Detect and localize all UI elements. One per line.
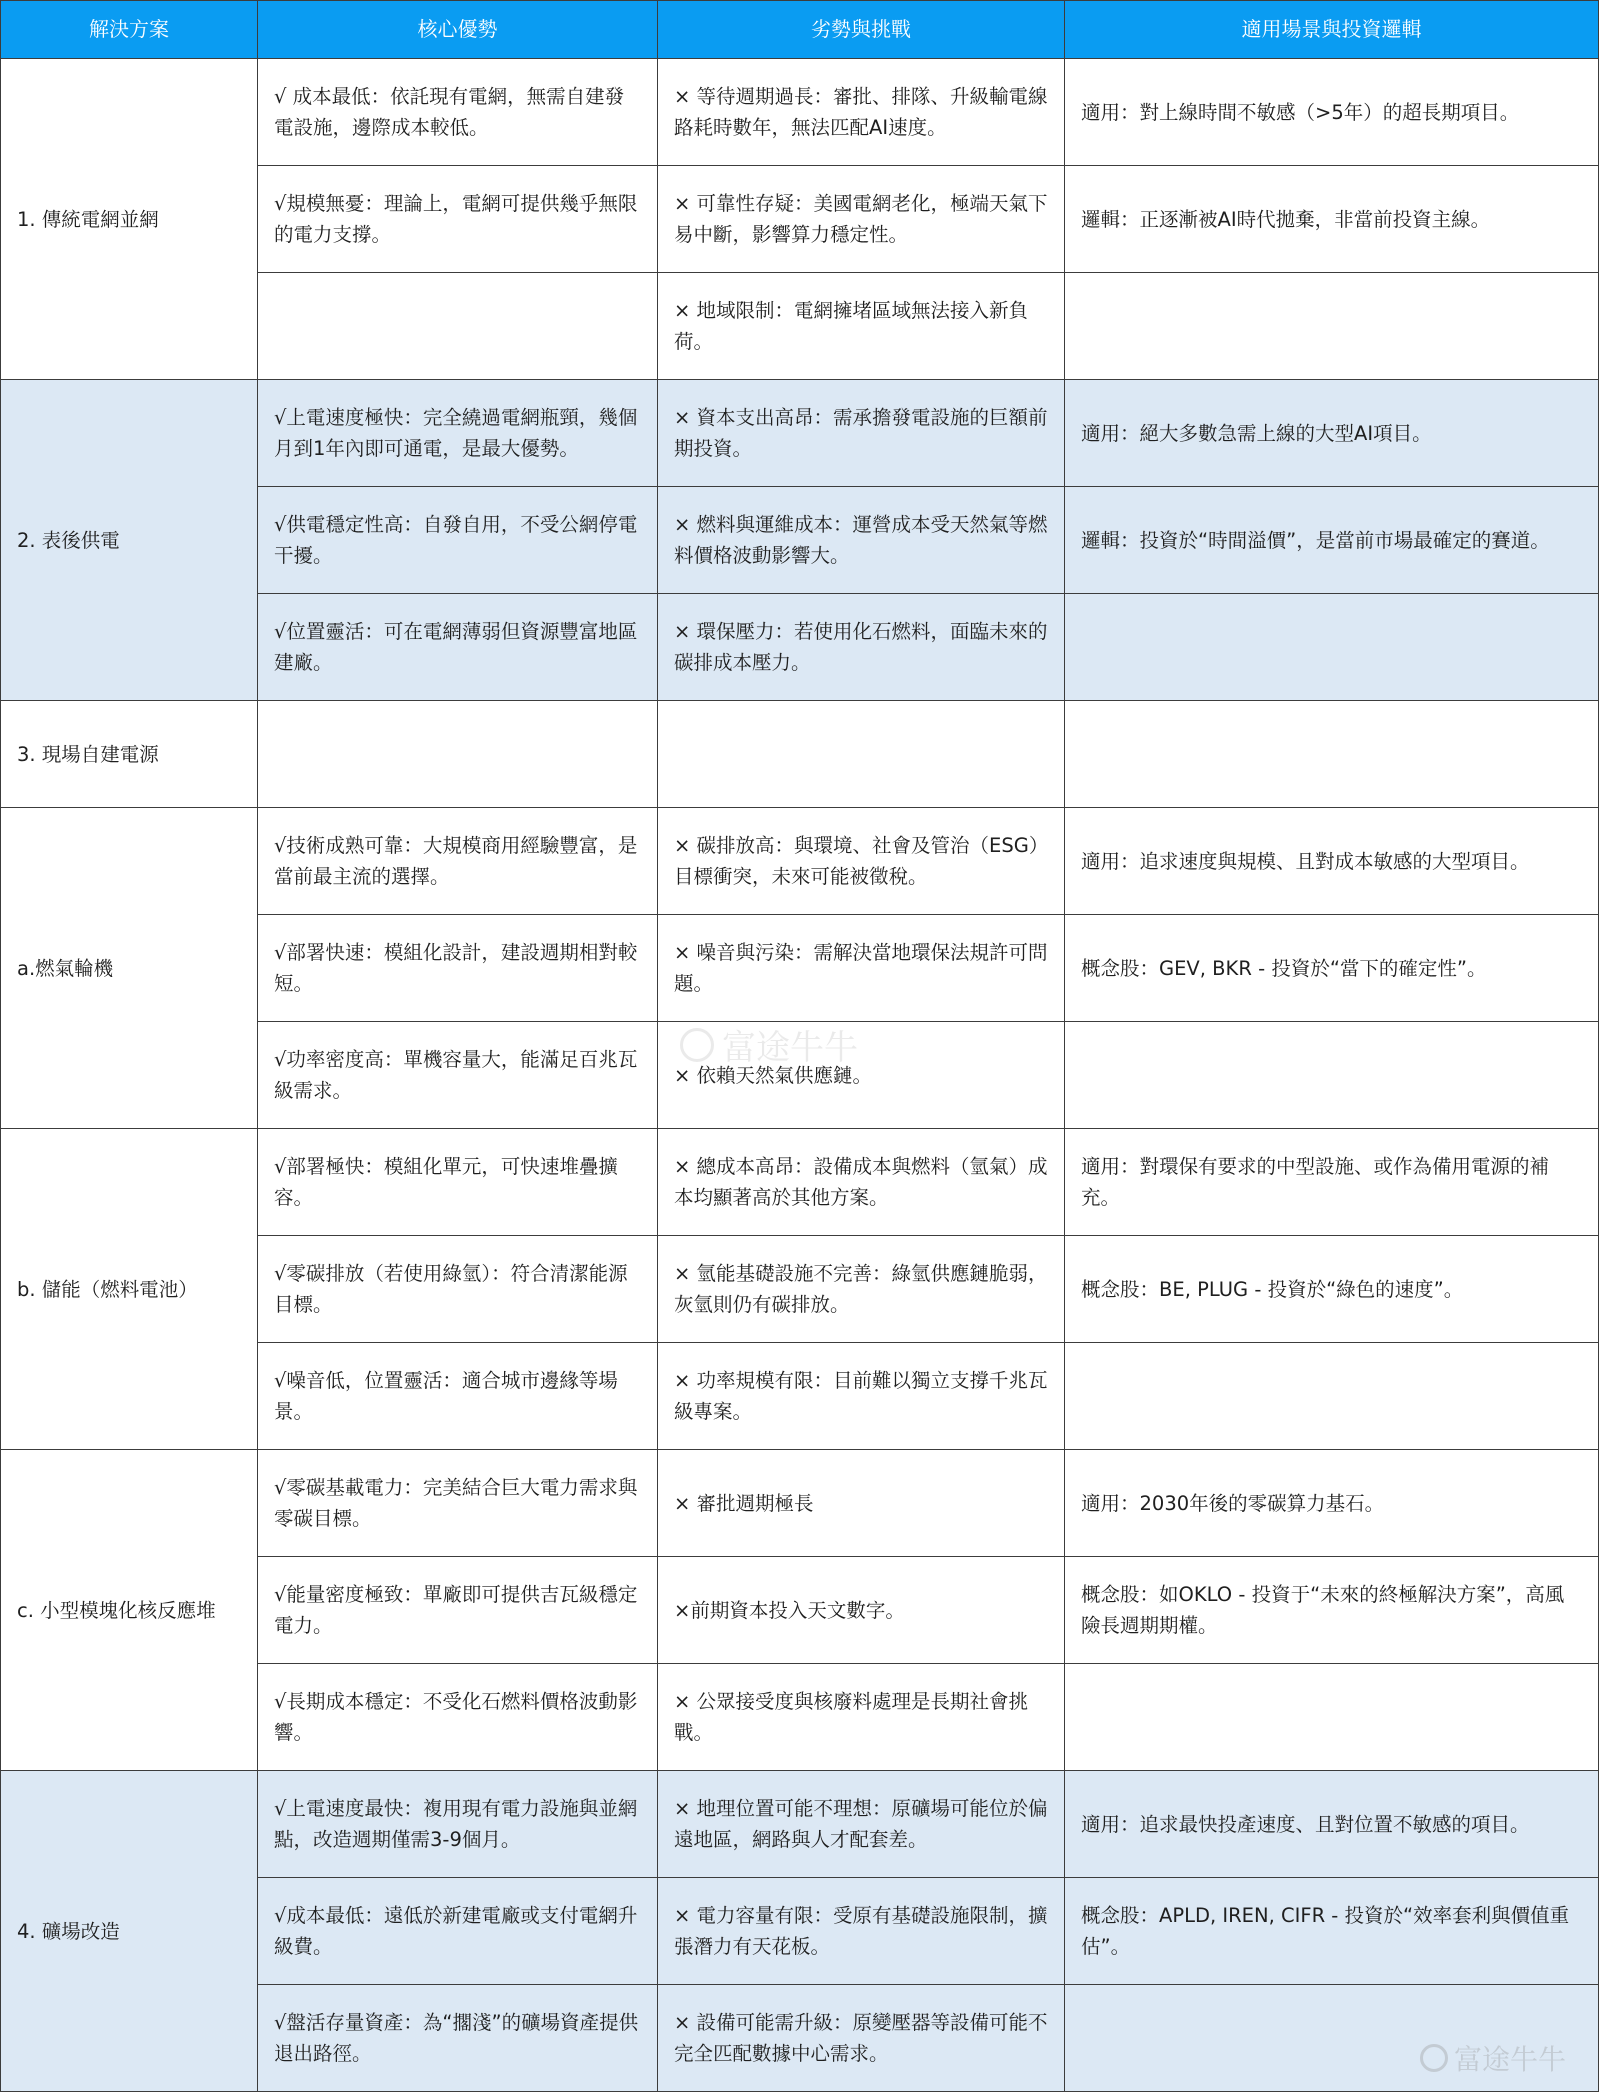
header-scenarios: 適用場景與投資邏輯 (1065, 1, 1599, 59)
scenario-cell: 邏輯：正逐漸被AI時代拋棄，非當前投資主線。 (1065, 166, 1599, 273)
solution-name-cell: b. 儲能（燃料電池） (1, 1129, 258, 1450)
advantage-cell: √零碳基載電力：完美結合巨大電力需求與零碳目標。 (258, 1450, 658, 1557)
solution-name-cell: 2. 表後供電 (1, 380, 258, 701)
advantage-cell: √零碳排放（若使用綠氫）：符合清潔能源目標。 (258, 1236, 658, 1343)
challenge-cell: × 公眾接受度與核廢料處理是長期社會挑戰。 (658, 1664, 1065, 1771)
advantage-cell: √部署極快：模組化單元，可快速堆疊擴容。 (258, 1129, 658, 1236)
challenge-cell: × 環保壓力：若使用化石燃料，面臨未來的碳排成本壓力。 (658, 594, 1065, 701)
scenario-cell (1065, 1022, 1599, 1129)
challenge-cell: × 可靠性存疑：美國電網老化，極端天氣下易中斷，影響算力穩定性。 (658, 166, 1065, 273)
advantage-cell: √能量密度極致：單廠即可提供吉瓦級穩定電力。 (258, 1557, 658, 1664)
challenge-cell: ×前期資本投入天文數字。 (658, 1557, 1065, 1664)
advantage-cell: √盤活存量資產：為“擱淺”的礦場資產提供退出路徑。 (258, 1985, 658, 2092)
advantage-cell: √上電速度極快：完全繞過電網瓶頸，幾個月到1年內即可通電，是最大優勢。 (258, 380, 658, 487)
advantage-cell: √功率密度高：單機容量大，能滿足百兆瓦級需求。 (258, 1022, 658, 1129)
scenario-cell: 適用：追求速度與規模、且對成本敏感的大型項目。 (1065, 808, 1599, 915)
scenario-cell: 適用：對環保有要求的中型設施、或作為備用電源的補充。 (1065, 1129, 1599, 1236)
challenge-cell: × 功率規模有限：目前難以獨立支撐千兆瓦級專案。 (658, 1343, 1065, 1450)
watermark-text: 富途牛牛 (722, 1028, 858, 1068)
advantage-cell: √部署快速：模組化設計，建設週期相對較短。 (258, 915, 658, 1022)
table-row (1, 1129, 1599, 1236)
scenario-cell (1065, 701, 1599, 808)
advantage-cell (258, 701, 658, 808)
table-row (1, 1450, 1599, 1557)
challenge-cell: × 總成本高昂：設備成本與燃料（氫氣）成本均顯著高於其他方案。 (658, 1129, 1065, 1236)
table-row (1, 701, 1599, 808)
scenario-cell: 概念股：BE, PLUG - 投資於“綠色的速度”。 (1065, 1236, 1599, 1343)
challenge-cell: × 噪音與污染：需解決當地環保法規許可問題。 (658, 915, 1065, 1022)
scenario-cell (1065, 1985, 1599, 2092)
header-challenges: 劣勢與挑戰 (658, 1, 1065, 59)
advantage-cell (258, 273, 658, 380)
challenge-cell: × 審批週期極長 (658, 1450, 1065, 1557)
solution-name-cell: 4. 礦場改造 (1, 1771, 258, 2092)
advantage-cell: √上電速度最快：複用現有電力設施與並網點，改造週期僅需3-9個月。 (258, 1771, 658, 1878)
watermark-text: 富途牛牛 (1454, 2043, 1567, 2076)
scenario-cell: 適用：對上線時間不敏感（>5年）的超長期項目。 (1065, 59, 1599, 166)
challenge-cell: × 氫能基礎設施不完善：綠氫供應鏈脆弱，灰氫則仍有碳排放。 (658, 1236, 1065, 1343)
advantage-cell: √位置靈活：可在電網薄弱但資源豐富地區建廠。 (258, 594, 658, 701)
challenge-cell: × 電力容量有限：受原有基礎設施限制，擴張潛力有天花板。 (658, 1878, 1065, 1985)
scenario-cell: 概念股：如OKLO - 投資于“未來的終極解決方案”，高風險長週期期權。 (1065, 1557, 1599, 1664)
table-row (1, 59, 1599, 166)
scenario-cell (1065, 1343, 1599, 1450)
advantage-cell: √ 成本最低：依託現有電網，無需自建發電設施，邊際成本較低。 (258, 59, 658, 166)
advantage-cell: √技術成熟可靠：大規模商用經驗豐富，是當前最主流的選擇。 (258, 808, 658, 915)
scenario-cell: 概念股：APLD, IREN, CIFR - 投資於“效率套利與價值重估”。 (1065, 1878, 1599, 1985)
challenge-cell: × 地理位置可能不理想：原礦場可能位於偏遠地區，網路與人才配套差。 (658, 1771, 1065, 1878)
table-row (1, 808, 1599, 915)
advantage-cell: √成本最低：遠低於新建電廠或支付電網升級費。 (258, 1878, 658, 1985)
challenge-cell: × 碳排放高：與環境、社會及管治（ESG）目標衝突，未來可能被徵稅。 (658, 808, 1065, 915)
scenario-cell: 邏輯：投資於“時間溢價”，是當前市場最確定的賽道。 (1065, 487, 1599, 594)
advantage-cell: √供電穩定性高：自發自用，不受公網停電干擾。 (258, 487, 658, 594)
scenario-cell (1065, 594, 1599, 701)
header-solution: 解決方案 (1, 1, 258, 59)
scenario-cell (1065, 273, 1599, 380)
table-row (1, 1771, 1599, 1878)
challenge-cell: × 資本支出高昂：需承擔發電設施的巨額前期投資。 (658, 380, 1065, 487)
scenario-cell (1065, 1664, 1599, 1771)
scenario-cell: 適用：追求最快投產速度、且對位置不敏感的項目。 (1065, 1771, 1599, 1878)
scenario-cell: 適用：2030年後的零碳算力基石。 (1065, 1450, 1599, 1557)
scenario-cell: 概念股：GEV, BKR - 投資於“當下的確定性”。 (1065, 915, 1599, 1022)
advantage-cell: √長期成本穩定：不受化石燃料價格波動影響。 (258, 1664, 658, 1771)
solution-name-cell: c. 小型模塊化核反應堆 (1, 1450, 258, 1771)
header-advantages: 核心優勢 (258, 1, 658, 59)
solution-name-cell: 3. 現場自建電源 (1, 701, 258, 808)
solution-name-cell: a.燃氣輪機 (1, 808, 258, 1129)
advantage-cell: √噪音低，位置靈活：適合城市邊緣等場景。 (258, 1343, 658, 1450)
challenge-cell (658, 701, 1065, 808)
solution-name-cell: 1. 傳統電網並網 (1, 59, 258, 380)
challenge-cell: × 燃料與運維成本：運營成本受天然氣等燃料價格波動影響大。 (658, 487, 1065, 594)
table-row (1, 380, 1599, 487)
challenge-cell: × 等待週期過長：審批、排隊、升級輸電線路耗時數年，無法匹配AI速度。 (658, 59, 1065, 166)
challenge-cell: × 依賴天然氣供應鏈。 (658, 1022, 1065, 1129)
advantage-cell: √規模無憂：理論上，電網可提供幾乎無限的電力支撐。 (258, 166, 658, 273)
scenario-cell: 適用：絕大多數急需上線的大型AI項目。 (1065, 380, 1599, 487)
challenge-cell: × 設備可能需升級：原變壓器等設備可能不完全匹配數據中心需求。 (658, 1985, 1065, 2092)
table-header-row (1, 1, 1599, 59)
challenge-cell: × 地域限制：電網擁堵區域無法接入新負荷。 (658, 273, 1065, 380)
table-body (1, 59, 1599, 2092)
